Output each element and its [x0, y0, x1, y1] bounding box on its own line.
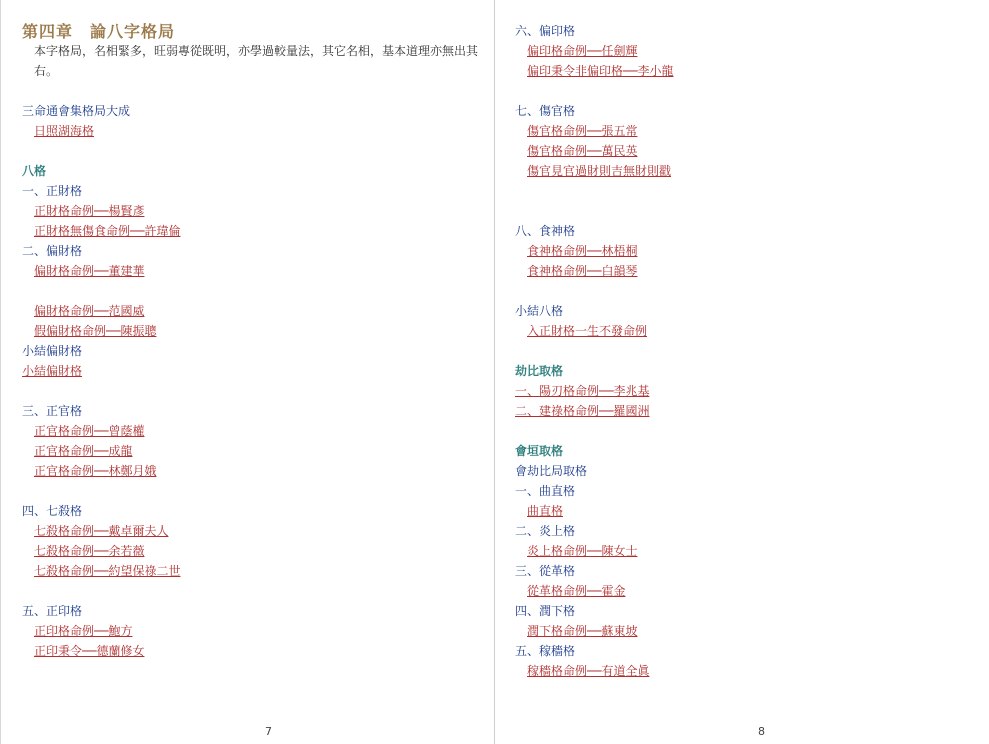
chapter-title: 第四章 論八字格局	[22, 22, 176, 41]
toc-link[interactable]: 從革格命例──霍金	[527, 584, 626, 598]
toc-heading: 三、從革格	[515, 564, 576, 578]
toc-link[interactable]: 二、建祿格命例──羅國洲	[515, 404, 650, 418]
toc-heading: 一、曲直格	[515, 484, 576, 498]
toc-link[interactable]: 曲直格	[527, 504, 564, 518]
toc-link[interactable]: 食神格命例──林梧桐	[527, 244, 638, 258]
toc-link[interactable]: 假偏財格命例──陳振聰	[34, 324, 157, 338]
toc-heading: 四、七殺格	[22, 504, 83, 518]
toc-link[interactable]: 稼穡格命例──有道全眞	[527, 664, 650, 678]
toc-link[interactable]: 正印格命例──鮑方	[34, 624, 133, 638]
toc-heading: 三、正官格	[22, 404, 83, 418]
toc-heading: 六、偏印格	[515, 24, 576, 38]
toc-link[interactable]: 正印秉令──德蘭修女	[34, 644, 145, 658]
toc-heading: 小結偏財格	[22, 344, 83, 358]
toc-heading: 四、潤下格	[515, 604, 576, 618]
toc-link[interactable]: 七殺格命例──戴卓爾夫人	[34, 524, 169, 538]
toc-link[interactable]: 潤下格命例──蘇東坡	[527, 624, 638, 638]
toc-heading: 二、偏財格	[22, 244, 83, 258]
toc-heading: 五、正印格	[22, 604, 83, 618]
toc-heading: 一、正財格	[22, 184, 83, 198]
page-number-left: 7	[265, 725, 272, 738]
toc-link[interactable]: 傷官見官過財則吉無財則戳	[527, 164, 672, 178]
toc-link[interactable]: 小結偏財格	[22, 364, 83, 378]
toc-heading: 小結八格	[515, 304, 564, 318]
toc-section-heading: 會垣取格	[515, 444, 564, 458]
toc-heading: 八、食神格	[515, 224, 576, 238]
toc-heading: 會劫比局取格	[515, 464, 588, 478]
page-number-right: 8	[758, 725, 765, 738]
right-page	[495, 0, 989, 744]
toc-link[interactable]: 炎上格命例──陳女士	[527, 544, 638, 558]
toc-link[interactable]: 七殺格命例──余若薇	[34, 544, 145, 558]
toc-link[interactable]: 偏財格命例──董建華	[34, 264, 145, 278]
toc-link[interactable]: 正官格命例──林鄭月娥	[34, 464, 157, 478]
toc-section-heading: 八格	[22, 164, 47, 178]
toc-section-heading: 劫比取格	[515, 364, 564, 378]
toc-link[interactable]: 偏印秉令非偏印格──李小龍	[527, 64, 674, 78]
toc-heading: 三命通會集格局大成	[22, 104, 131, 118]
toc-link[interactable]: 正財格無傷食命例──許瑋倫	[34, 224, 181, 238]
toc-link[interactable]: 食神格命例──白韻琴	[527, 264, 638, 278]
chapter-intro: 本字格局，名相緊多，旺弱專從既明，亦學過較量法，其它名相，基本道理亦無出其右。	[34, 44, 479, 78]
toc-link[interactable]: 一、陽刃格命例──李兆基	[515, 384, 650, 398]
toc-link[interactable]: 正財格命例──楊賢彥	[34, 204, 145, 218]
toc-heading: 二、炎上格	[515, 524, 576, 538]
toc-link[interactable]: 傷官格命例──張五常	[527, 124, 638, 138]
toc-link[interactable]: 偏財格命例──范國威	[34, 304, 145, 318]
toc-link[interactable]: 正官格命例──成龍	[34, 444, 133, 458]
toc-link[interactable]: 七殺格命例──約望保祿二世	[34, 564, 181, 578]
toc-heading: 七、傷官格	[515, 104, 576, 118]
toc-link[interactable]: 正官格命例──曾蔭權	[34, 424, 145, 438]
toc-link[interactable]: 偏印格命例──任劍輝	[527, 44, 638, 58]
toc-link[interactable]: 日照湖海格	[34, 124, 95, 138]
toc-link[interactable]: 入正財格一生不發命例	[527, 324, 648, 338]
toc-link[interactable]: 傷官格命例──萬民英	[527, 144, 638, 158]
toc-heading: 五、稼穡格	[515, 644, 576, 658]
